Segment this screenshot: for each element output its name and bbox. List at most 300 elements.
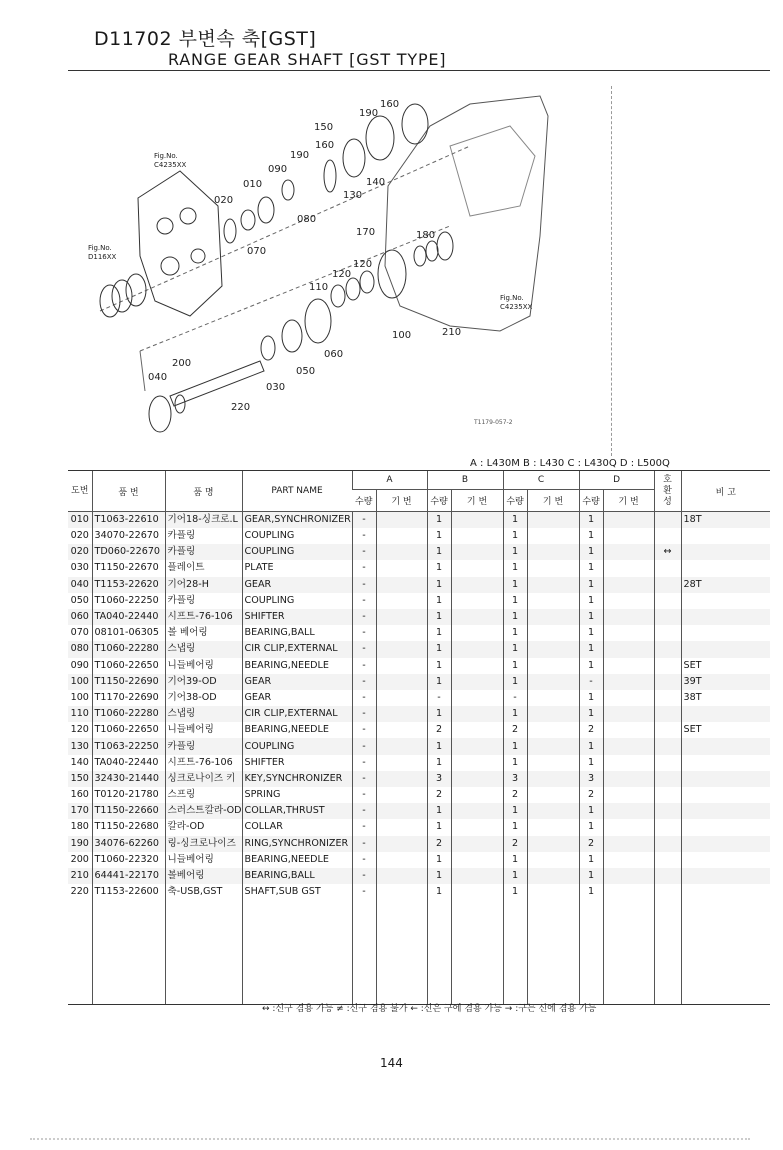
cell-interchange (654, 771, 681, 787)
cell-part-no: T1063-22610 (92, 512, 165, 529)
cell-part-name-en: GEAR,SYNCHRONIZER (242, 512, 352, 529)
table-row (68, 528, 770, 544)
fig-ref-code: C4235XX (500, 303, 533, 311)
cell-qty-c: 3 (503, 771, 527, 787)
cell-interchange (654, 560, 681, 576)
cell-serial-a (376, 528, 427, 544)
cell-part-name-kr: 카플링 (165, 593, 242, 609)
cell-qty-c: 1 (503, 674, 527, 690)
cell-ref-no: 190 (68, 836, 92, 852)
cell-part-name-en: COUPLING (242, 593, 352, 609)
cell-serial-a (376, 819, 427, 835)
table-row (68, 884, 770, 900)
cell-part-name-en: SHIFTER (242, 609, 352, 625)
cell-ref-no: 150 (68, 771, 92, 787)
cell-qty-a: - (352, 690, 376, 706)
cell-serial-d (603, 690, 654, 706)
table-row (68, 674, 770, 690)
cell-part-no: T1060-22650 (92, 722, 165, 738)
gear-drawing (378, 250, 406, 298)
cell-part-name-kr: 플레이트 (165, 560, 242, 576)
cell-interchange (654, 787, 681, 803)
page-english-title: RANGE GEAR SHAFT [GST TYPE] (168, 50, 447, 69)
cell-serial-a (376, 658, 427, 674)
cell-ref-no: 090 (70, 659, 89, 671)
cell-part-no: T1150-22690 (92, 674, 165, 690)
fig-ref-label: Fig.No. (88, 244, 112, 252)
page-code-title: D11702 부변속 축[GST] (94, 28, 317, 50)
cell-remark (681, 771, 770, 787)
header-group-b: B (427, 471, 503, 490)
callout: 060 (324, 349, 344, 360)
cell-remark (681, 593, 770, 609)
cell-serial-d (603, 625, 654, 641)
cell-serial-b (451, 738, 503, 754)
cell-serial-d (603, 819, 654, 835)
table-row (68, 609, 770, 625)
cell-qty-a: - (352, 560, 376, 576)
cell-qty-c: 2 (503, 722, 527, 738)
cell-qty-b: 1 (427, 674, 451, 690)
cell-qty-d: 1 (579, 884, 603, 900)
cell-serial-c (527, 771, 579, 787)
cell-serial-d (603, 803, 654, 819)
cell-serial-b (451, 722, 503, 738)
cell-serial-b (451, 690, 503, 706)
cell-interchange (654, 722, 681, 738)
gear-drawing (324, 160, 336, 192)
cell-qty-d: 1 (579, 868, 603, 884)
header-no: 도번 (68, 471, 92, 512)
cell-part-no: T1063-22250 (92, 738, 165, 754)
cell-serial-c (527, 690, 579, 706)
gear-drawing (402, 104, 428, 144)
cell-remark: 38T (681, 690, 770, 706)
cell-interchange (654, 819, 681, 835)
cell-qty-b: 2 (427, 787, 451, 803)
cell-qty-b: 1 (427, 512, 451, 529)
cell-ref-no: 210 (68, 868, 92, 884)
cell-serial-b (451, 755, 503, 771)
cell-ref-no: 020 (68, 544, 92, 560)
cell-serial-d (603, 641, 654, 657)
cell-qty-b: 3 (427, 771, 451, 787)
cell-part-name-en: COUPLING (242, 544, 352, 560)
header-serial: 기 번 (451, 490, 503, 512)
callout: 220 (231, 402, 251, 413)
header-serial: 기 번 (376, 490, 427, 512)
cell-qty-d: 1 (579, 690, 603, 706)
table-row (68, 819, 770, 835)
cell-qty-b: 1 (427, 755, 451, 771)
cell-serial-a (376, 560, 427, 576)
cell-part-name-en: CIR CLIP,EXTERNAL (242, 706, 352, 722)
cell-part-name-kr: 볼베어링 (165, 868, 242, 884)
cell-qty-d: 1 (579, 544, 603, 560)
cover-plate-drawing (138, 171, 222, 316)
scan-edge (30, 1138, 750, 1140)
cell-remark (681, 787, 770, 803)
cell-qty-b: 2 (427, 722, 451, 738)
cell-part-name-kr: 시프트-76-106 (165, 755, 242, 771)
cell-serial-a (376, 803, 427, 819)
callout: 190 (359, 108, 379, 119)
cell-qty-c: 1 (503, 528, 527, 544)
cell-qty-c: 1 (503, 803, 527, 819)
header-qty: 수량 (579, 490, 603, 512)
cell-ref-no: 120 (70, 724, 89, 736)
cell-serial-a (376, 787, 427, 803)
cell-serial-b (451, 787, 503, 803)
cell-remark (681, 641, 770, 657)
cell-serial-d (603, 577, 654, 593)
cell-qty-d: 2 (579, 836, 603, 852)
cell-serial-d (603, 787, 654, 803)
cell-qty-a: - (352, 674, 376, 690)
cell-ref-no: 060 (68, 609, 92, 625)
cell-serial-d (603, 755, 654, 771)
gear-drawing (343, 139, 365, 177)
cell-qty-c: 1 (503, 658, 527, 674)
cell-serial-d (603, 609, 654, 625)
cell-qty-d: 1 (579, 706, 603, 722)
cell-part-name-kr: 니들베어링 (165, 852, 242, 868)
cell-ref-no: 110 (68, 706, 92, 722)
cell-part-no: T1150-22670 (92, 560, 165, 576)
table-row (68, 787, 770, 803)
cell-qty-d: 1 (579, 658, 603, 674)
gear-drawing (282, 320, 302, 352)
cell-serial-a (376, 868, 427, 884)
callout: 150 (314, 122, 334, 133)
callout: 200 (172, 358, 192, 369)
cell-serial-a (376, 738, 427, 754)
cell-interchange (654, 690, 681, 706)
cell-remark (681, 852, 770, 868)
callout: 160 (380, 99, 400, 110)
cell-serial-d (603, 771, 654, 787)
cell-part-name-kr: 칼라-OD (165, 819, 242, 835)
cell-serial-b (451, 836, 503, 852)
cell-part-name-kr: 기어28-H (165, 577, 242, 593)
gear-drawing (241, 210, 255, 230)
cell-qty-c: 2 (503, 787, 527, 803)
cell-serial-c (527, 884, 579, 900)
parts-table-body (68, 512, 770, 1005)
header-group-d: D (579, 471, 654, 490)
cell-qty-c: 1 (503, 625, 527, 641)
cell-serial-b (451, 593, 503, 609)
header-remark: 비 고 (681, 471, 770, 512)
cell-part-no: TD060-22670 (92, 544, 165, 560)
cell-serial-b (451, 674, 503, 690)
cell-serial-c (527, 722, 579, 738)
cell-serial-a (376, 577, 427, 593)
cell-qty-c: 1 (503, 641, 527, 657)
gear-drawing (426, 241, 438, 261)
cell-serial-d (603, 722, 654, 738)
cell-serial-a (376, 544, 427, 560)
cell-remark (681, 544, 770, 560)
cell-serial-c (527, 609, 579, 625)
cell-remark: 28T (681, 577, 770, 593)
cell-part-name-kr: 기어38-OD (165, 690, 242, 706)
header-qty: 수량 (503, 490, 527, 512)
model-legend: A : L430M B : L430 C : L430Q D : L500Q (470, 458, 670, 469)
callout: 140 (366, 177, 386, 188)
cell-qty-d: 1 (579, 641, 603, 657)
cell-interchange (654, 658, 681, 674)
cell-serial-b (451, 819, 503, 835)
table-row (68, 803, 770, 819)
cell-qty-a: - (352, 868, 376, 884)
cell-part-name-en: BEARING,BALL (242, 625, 352, 641)
cell-qty-a: - (352, 755, 376, 771)
header-serial: 기 번 (527, 490, 579, 512)
cell-interchange (654, 512, 681, 529)
cell-serial-a (376, 884, 427, 900)
cell-qty-c: 2 (503, 836, 527, 852)
interchangeability-footnote: ↔ :신구 겸용 가능 ≠ :신구 겸용 불가 ← :신은 구에 겸용 가능 → :구는 신에 겸용 가능 (262, 1004, 597, 1014)
cell-qty-d: 1 (579, 609, 603, 625)
cell-serial-d (603, 674, 654, 690)
cell-ref-no: 100 (68, 674, 92, 690)
table-row (68, 544, 770, 560)
cell-serial-d (603, 836, 654, 852)
cell-qty-d: 1 (579, 560, 603, 576)
table-row (68, 755, 770, 771)
cell-remark (681, 868, 770, 884)
table-row (68, 641, 770, 657)
cell-part-name-en: GEAR (242, 577, 352, 593)
cell-qty-d: 1 (579, 512, 603, 529)
header-part-name-en: PART NAME (242, 471, 352, 512)
cell-qty-a: - (352, 577, 376, 593)
cell-part-name-kr: 스냅링 (165, 641, 242, 657)
cell-serial-a (376, 755, 427, 771)
cell-serial-b (451, 625, 503, 641)
cell-qty-c: 1 (503, 852, 527, 868)
drawing-code: T1179-057-2 (474, 419, 513, 426)
gear-drawing (437, 232, 453, 260)
callout: 020 (214, 195, 234, 206)
cell-part-name-en: COUPLING (242, 738, 352, 754)
cell-part-name-kr: 카플링 (165, 528, 242, 544)
cell-serial-c (527, 852, 579, 868)
cell-qty-b: 1 (427, 819, 451, 835)
cell-part-name-kr: 스프링 (165, 787, 242, 803)
cell-qty-c: 1 (503, 609, 527, 625)
header-interchange: 호환성 (654, 471, 681, 512)
cell-serial-c (527, 625, 579, 641)
cell-serial-a (376, 641, 427, 657)
cell-ref-no: 160 (70, 789, 89, 801)
cell-ref-no: 080 (68, 641, 92, 657)
cell-serial-c (527, 512, 579, 529)
page-number: 144 (380, 1056, 403, 1070)
cell-qty-d: 1 (579, 528, 603, 544)
header-qty: 수량 (427, 490, 451, 512)
cell-remark (681, 706, 770, 722)
cell-qty-b: 1 (427, 738, 451, 754)
gear-drawing (258, 197, 274, 223)
cell-serial-a (376, 690, 427, 706)
cell-serial-d (603, 528, 654, 544)
cell-qty-c: 1 (503, 593, 527, 609)
cell-qty-a: - (352, 641, 376, 657)
cell-part-name-kr: 축-USB,GST (165, 884, 242, 900)
cell-part-name-kr: 카플링 (165, 544, 242, 560)
cell-ref-no: 020 (70, 530, 89, 542)
cell-ref-no: 050 (70, 594, 89, 606)
cell-remark (681, 884, 770, 900)
cell-part-name-en: SPRING (242, 787, 352, 803)
cell-qty-b: 1 (427, 884, 451, 900)
cell-qty-c: 1 (503, 755, 527, 771)
header-group-c: C (503, 471, 579, 490)
cell-serial-d (603, 738, 654, 754)
table-row (68, 690, 770, 706)
cell-qty-a: - (352, 544, 376, 560)
cell-part-no: T1060-22250 (92, 593, 165, 609)
cell-serial-b (451, 852, 503, 868)
cell-qty-b: 1 (427, 609, 451, 625)
cell-qty-b: 1 (427, 593, 451, 609)
cell-part-name-kr: 시프트-76-106 (165, 609, 242, 625)
cell-part-name-kr: 볼 베어링 (165, 625, 242, 641)
case-detail-drawing (450, 126, 535, 216)
cell-qty-d: - (579, 674, 603, 690)
cell-part-no: T0120-21780 (92, 787, 165, 803)
cell-qty-b: 1 (427, 852, 451, 868)
header-part-no: 품 번 (92, 471, 165, 512)
cell-remark (681, 755, 770, 771)
cell-qty-c: - (503, 690, 527, 706)
cell-part-name-en: BEARING,NEEDLE (242, 852, 352, 868)
cell-serial-a (376, 609, 427, 625)
cell-serial-c (527, 658, 579, 674)
gear-drawing (414, 246, 426, 266)
cell-qty-d: 2 (579, 787, 603, 803)
cell-serial-c (527, 706, 579, 722)
cell-part-no: T1153-22620 (92, 577, 165, 593)
cell-serial-c (527, 641, 579, 657)
cell-qty-c: 1 (503, 819, 527, 835)
cell-qty-b: 1 (427, 868, 451, 884)
callout: 110 (309, 282, 329, 293)
fig-ref-code: C4235XX (154, 161, 187, 169)
cell-serial-a (376, 674, 427, 690)
cell-qty-c: 1 (503, 884, 527, 900)
table-row (68, 560, 770, 576)
cell-serial-b (451, 706, 503, 722)
cell-ref-no: 180 (70, 821, 89, 833)
cell-interchange (654, 577, 681, 593)
cell-serial-b (451, 528, 503, 544)
cell-serial-c (527, 528, 579, 544)
cell-serial-a (376, 836, 427, 852)
cell-qty-d: 1 (579, 625, 603, 641)
cell-qty-b: 1 (427, 528, 451, 544)
cell-part-no: 34070-22670 (92, 528, 165, 544)
cell-ref-no: 030 (70, 562, 89, 574)
table-row (68, 658, 770, 674)
cell-interchange (654, 868, 681, 884)
cell-ref-no: 130 (68, 738, 92, 754)
callout: 070 (247, 246, 267, 257)
cell-remark (681, 819, 770, 835)
cell-remark (681, 738, 770, 754)
cell-part-name-en: COUPLING (242, 528, 352, 544)
cell-qty-a: - (352, 658, 376, 674)
cell-serial-d (603, 658, 654, 674)
cell-serial-c (527, 868, 579, 884)
cell-serial-b (451, 560, 503, 576)
callout: 210 (442, 327, 462, 338)
cell-serial-b (451, 658, 503, 674)
cover-hole (191, 249, 205, 263)
header-group-a: A (352, 471, 427, 490)
gear-drawing (282, 180, 294, 200)
cell-interchange (654, 641, 681, 657)
title-rule (68, 70, 770, 71)
cell-part-no: 34076-62260 (92, 836, 165, 852)
cover-hole (157, 218, 173, 234)
table-row (68, 868, 770, 884)
cell-ref-no: 070 (70, 627, 89, 639)
callout: 010 (243, 179, 263, 190)
cell-serial-c (527, 755, 579, 771)
cell-remark (681, 609, 770, 625)
cell-serial-c (527, 803, 579, 819)
cell-serial-c (527, 836, 579, 852)
cell-part-no: TA040-22440 (92, 755, 165, 771)
cell-serial-a (376, 593, 427, 609)
cell-part-name-en: GEAR (242, 674, 352, 690)
callout: 170 (356, 227, 376, 238)
cell-serial-d (603, 868, 654, 884)
cell-serial-d (603, 884, 654, 900)
cell-remark: 18T (681, 512, 770, 529)
cell-interchange (654, 528, 681, 544)
cell-part-name-en: BEARING,NEEDLE (242, 658, 352, 674)
gear-drawing (126, 274, 146, 306)
cell-qty-a: - (352, 706, 376, 722)
cell-interchange (654, 803, 681, 819)
cell-part-no: T1170-22690 (92, 690, 165, 706)
cell-qty-a: - (352, 771, 376, 787)
cell-interchange (654, 593, 681, 609)
exploded-parts-diagram (70, 86, 610, 456)
cell-qty-c: 1 (503, 544, 527, 560)
cell-serial-c (527, 544, 579, 560)
table-row (68, 836, 770, 852)
gear-drawing (346, 278, 360, 300)
cell-part-name-en: BEARING,BALL (242, 868, 352, 884)
cell-remark (681, 803, 770, 819)
callout: 160 (315, 140, 335, 151)
cell-serial-d (603, 706, 654, 722)
table-row (68, 512, 770, 529)
cell-qty-c: 1 (503, 706, 527, 722)
gear-drawing (331, 285, 345, 307)
cell-interchange: ↔ (654, 544, 681, 560)
cell-serial-c (527, 577, 579, 593)
callout: 030 (266, 382, 286, 393)
cell-remark: 39T (681, 674, 770, 690)
callout: 100 (392, 330, 412, 341)
cell-part-no: T1153-22600 (92, 884, 165, 900)
